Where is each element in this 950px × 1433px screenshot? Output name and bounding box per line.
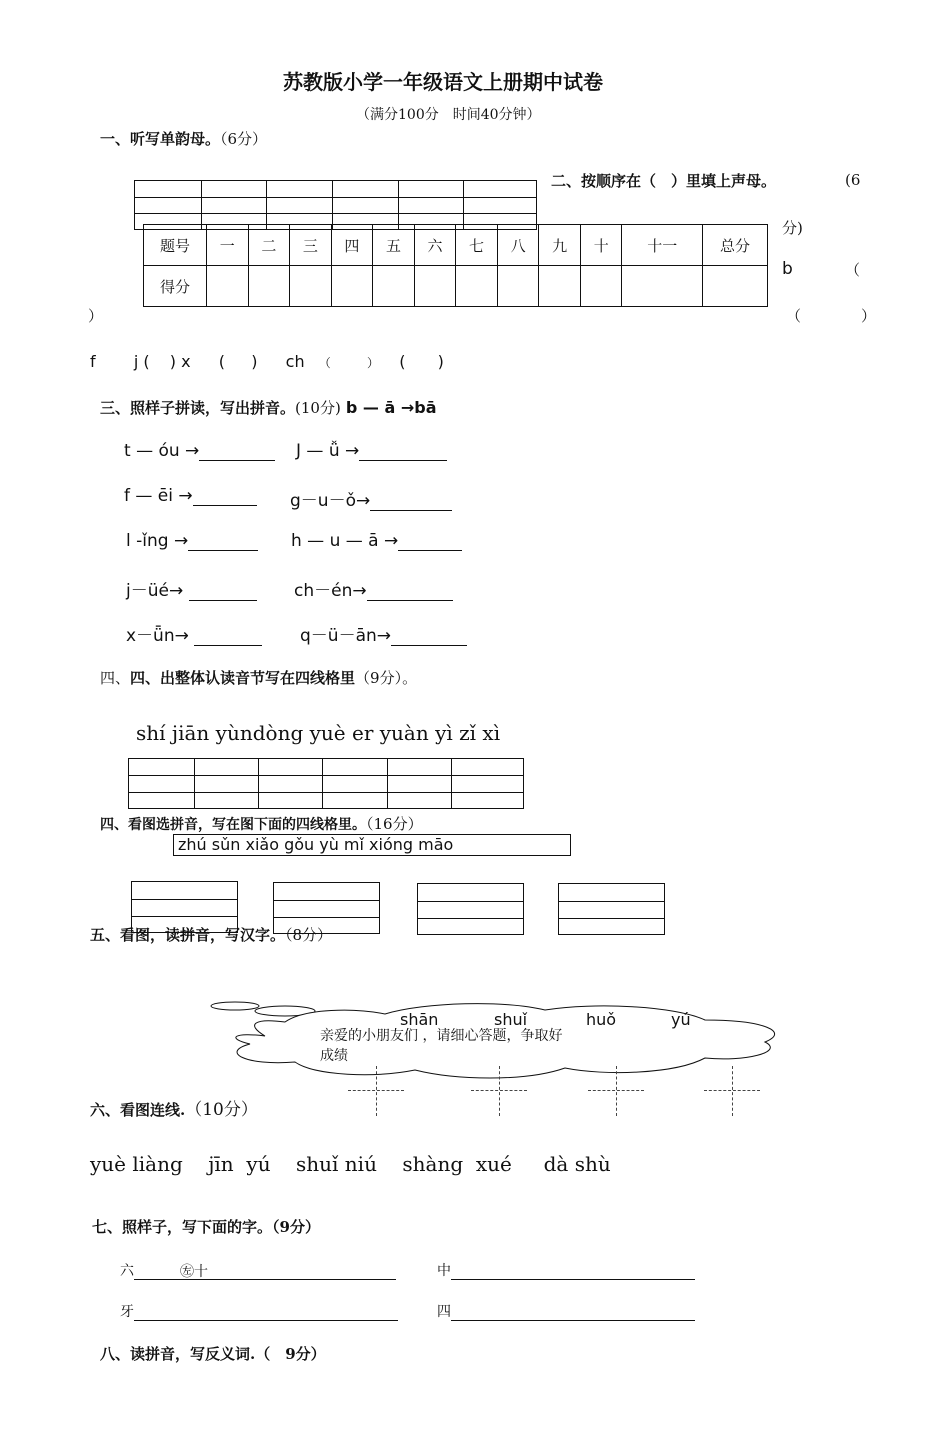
q2-initial-b: b	[782, 259, 793, 279]
q5-points: （8分）	[285, 926, 333, 944]
q4b-answer-grid-4[interactable]	[558, 883, 665, 935]
q4b-options-box: zhú sǔn xiǎo gǒu yù mǐ xióng māo	[173, 834, 571, 856]
q2-seq-item: )	[251, 352, 258, 371]
q6-heading	[90, 1095, 258, 1120]
score-header-cell: 七	[456, 225, 498, 266]
q2-seq-item: ) x	[169, 352, 191, 371]
q4a-heading: 四、四、出整体认读音节写在四线格里（9分）。	[100, 669, 418, 687]
q2-seq-item: ch	[285, 352, 305, 371]
score-cell[interactable]	[331, 266, 373, 307]
q2-seq-item: )	[437, 352, 444, 371]
q2-label: 二、按顺序在（ ）里填上声母。	[551, 172, 777, 190]
q5-pinyin: shān	[400, 1010, 439, 1029]
score-header-cell: 六	[414, 225, 456, 266]
score-header-cell: 题号	[144, 225, 207, 266]
q6-label: 六、看图连线.	[90, 1101, 186, 1119]
score-cell[interactable]	[539, 266, 581, 307]
q7-item[interactable]: 六 ㊧十	[120, 1260, 396, 1280]
q3-item[interactable]: g－u－ǒ→	[290, 486, 452, 511]
score-header-cell: 十一	[622, 225, 703, 266]
q3-item[interactable]: x－ǖn→	[126, 621, 262, 646]
q7-item[interactable]: 四	[437, 1301, 695, 1321]
q4b-answer-grid-3[interactable]	[417, 883, 524, 935]
q3-item[interactable]: j－üé→	[126, 576, 257, 601]
score-table	[143, 224, 768, 307]
q3-points: (10分)	[295, 399, 341, 417]
q3-item[interactable]: t — óu →	[124, 441, 275, 461]
score-header-cell: 四	[331, 225, 373, 266]
q3-item[interactable]: l -ǐng →	[126, 531, 258, 551]
q2-points-b: 分)	[782, 219, 803, 237]
q4a-writing-grid[interactable]	[128, 758, 524, 809]
q4a-label: 四、出整体认读音节写在四线格里	[130, 669, 356, 687]
q7-example: ㊧十	[180, 1264, 208, 1280]
q1-points: （6分）	[220, 130, 268, 148]
q1-writing-grid[interactable]	[134, 180, 537, 230]
q2-seq-item: （	[318, 356, 331, 370]
q8-label: 八、读拼音，写反义词.（ 9分）	[100, 1345, 326, 1363]
q7-item[interactable]: 牙	[120, 1301, 398, 1321]
score-cell[interactable]	[414, 266, 456, 307]
q2-right-parens[interactable]: （ ）	[786, 307, 877, 325]
q7-item[interactable]: 中	[437, 1260, 695, 1280]
score-table-score-row	[144, 266, 768, 307]
q2-seq-item: ）	[366, 356, 379, 370]
q5-pinyin: yú	[671, 1010, 691, 1029]
q3-heading	[100, 397, 437, 418]
q2-points-a: (6	[845, 171, 861, 189]
score-cell[interactable]	[207, 266, 249, 307]
q3-label: 三、照样子拼读，写出拼音。	[100, 399, 296, 417]
score-header-cell: 九	[539, 225, 581, 266]
score-cell[interactable]	[373, 266, 415, 307]
score-header-cell: 一	[207, 225, 249, 266]
score-cell[interactable]	[248, 266, 290, 307]
score-header-cell: 总分	[703, 225, 768, 266]
score-table-header-row	[144, 225, 768, 266]
cloud-text: 亲爱的小朋友们 ，请细心答题，争取好 成绩	[320, 1028, 563, 1064]
q3-item[interactable]: ch－én→	[294, 576, 453, 601]
score-row-label: 得分	[144, 266, 207, 307]
score-cell[interactable]	[456, 266, 498, 307]
score-header-cell: 三	[290, 225, 332, 266]
q2-close-paren: ）	[88, 307, 104, 325]
score-cell[interactable]	[290, 266, 332, 307]
q3-example: b — ā →bā	[345, 398, 437, 417]
q4b-label: 四、看图选拼音，写在图下面的四线格里。	[100, 817, 366, 833]
q2-seq-item: (	[218, 352, 226, 371]
q5-pinyin: shuǐ	[494, 1010, 528, 1029]
q3-item[interactable]: f — ēi →	[124, 486, 257, 506]
score-header-cell: 五	[373, 225, 415, 266]
q2-seq-item: f	[90, 352, 96, 371]
q1-heading	[100, 128, 267, 149]
score-cell[interactable]	[580, 266, 622, 307]
q4a-points: （9分）。	[355, 669, 418, 687]
page-title: 苏教版小学一年级语文上册期中试卷	[283, 70, 603, 94]
q6-pinyin-words: yuè liàng jīn yú shuǐ niú shàng xué dà shù	[90, 1152, 611, 1176]
q4a-pinyin: shí jiān yùndòng yuè er yuàn yì zǐ xì	[136, 721, 501, 745]
q6-points: （10分）	[185, 1100, 258, 1120]
page-subtitle: （满分100分 时间40分钟）	[356, 107, 541, 123]
q7-label: 七、照样子，写下面的字。（9分）	[92, 1218, 320, 1236]
q2-seq-item: j (	[133, 352, 150, 371]
score-cell[interactable]	[622, 266, 703, 307]
q1-label: 一、听写单韵母。	[100, 130, 221, 148]
q2-seq-item: (	[399, 352, 406, 371]
score-header-cell: 二	[248, 225, 290, 266]
q2-open-paren: （	[845, 261, 861, 279]
score-header-cell: 十	[580, 225, 622, 266]
q3-item[interactable]: J — ǚ →	[296, 441, 447, 461]
q5-heading	[90, 924, 332, 945]
q3-item[interactable]: q－ü－ān→	[300, 621, 467, 646]
q4b-points: （16分）	[366, 815, 423, 833]
q2-sequence[interactable]	[90, 352, 444, 371]
score-cell[interactable]	[497, 266, 539, 307]
q5-label: 五、看图，读拼音，写汉字。	[90, 926, 286, 944]
q3-item[interactable]: h — u — ā →	[291, 531, 462, 551]
q4b-heading	[100, 813, 423, 834]
q5-pinyin: huǒ	[586, 1010, 617, 1029]
score-header-cell: 八	[497, 225, 539, 266]
score-cell[interactable]	[703, 266, 768, 307]
